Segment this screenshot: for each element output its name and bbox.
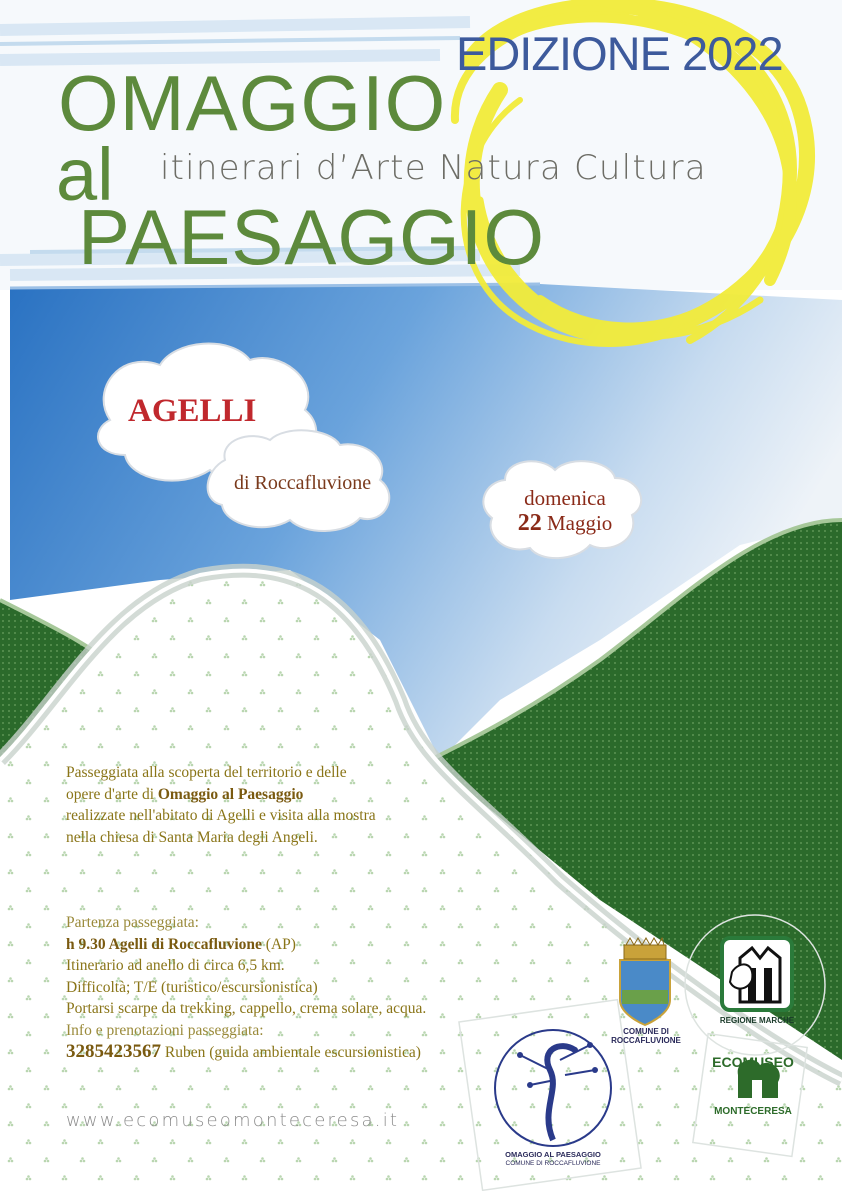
description-line2-text: opere d'arte di <box>66 785 158 803</box>
date-month: Maggio <box>546 511 613 535</box>
start-time <box>66 934 536 956</box>
description <box>66 762 466 848</box>
ecomuseo-label-2: MONTECERESA <box>714 1106 792 1117</box>
description-line2 <box>66 784 466 806</box>
bring-info: Portarsi scarpe da trekking, cappello, crema solare, acqua. <box>66 1000 427 1017</box>
description-line1: Passeggiata alla scoperta del territorio e delle <box>66 764 347 781</box>
omaggio-logo-label-1: OMAGGIO AL PAESAGGIO <box>505 1150 601 1159</box>
start-time-suffix: (AP) <box>261 935 296 953</box>
ecomuseo-label-1: ECOMUSEO <box>712 1054 794 1070</box>
regione-label: REGIONE MARCHE <box>719 1016 795 1025</box>
regione-marche-logo-icon <box>722 938 792 1010</box>
description-line4: nella chiesa di Santa Maria degli Angeli. <box>66 828 318 846</box>
description-line3: realizzate nell'abitato di Agelli e visita alla mostra <box>66 807 376 824</box>
website-link[interactable]: www.ecomuseomonteceresa.it <box>66 1110 400 1131</box>
edition-label: EDIZIONE 2022 <box>456 27 783 80</box>
date-day: 22 <box>517 510 542 536</box>
location-sub: di Roccafluvione <box>234 472 372 494</box>
subtitle: itinerari d’Arte Natura Cultura <box>160 148 707 188</box>
booking-contact <box>66 1041 536 1064</box>
contact-name: Ruben (guida ambientale escursionistica) <box>161 1044 421 1061</box>
location-name: AGELLI <box>128 393 257 429</box>
comune-crest-icon <box>620 938 670 1025</box>
start-label: Partenza passeggiata: <box>66 914 199 931</box>
start-time-bold: h 9.30 Agelli di Roccafluvione <box>66 935 262 953</box>
route-info: Itinerario ad anello di circa 6,5 km. <box>66 957 285 974</box>
event-date <box>506 486 624 536</box>
title-line1: OMAGGIO <box>58 59 447 147</box>
difficulty-info: Difficoltà; T/E (turistico/escursionistica) <box>66 978 318 996</box>
phone-number[interactable]: 3285423567 <box>66 1041 161 1062</box>
event-info <box>66 912 536 1064</box>
comune-label: COMUNE DI ROCCAFLUVIONE <box>611 1027 681 1045</box>
date-day-month <box>506 511 624 536</box>
booking-label: Info e prenotazioni passeggiata: <box>66 1021 264 1039</box>
title-line3: PAESAGGIO <box>78 193 546 281</box>
omaggio-logo-label-2: COMUNE DI ROCCAFLUVIONE <box>505 1160 601 1167</box>
description-line2-bold: Omaggio al Paesaggio <box>157 785 304 803</box>
title-line2: al <box>56 133 114 216</box>
date-weekday: domenica <box>524 486 606 510</box>
